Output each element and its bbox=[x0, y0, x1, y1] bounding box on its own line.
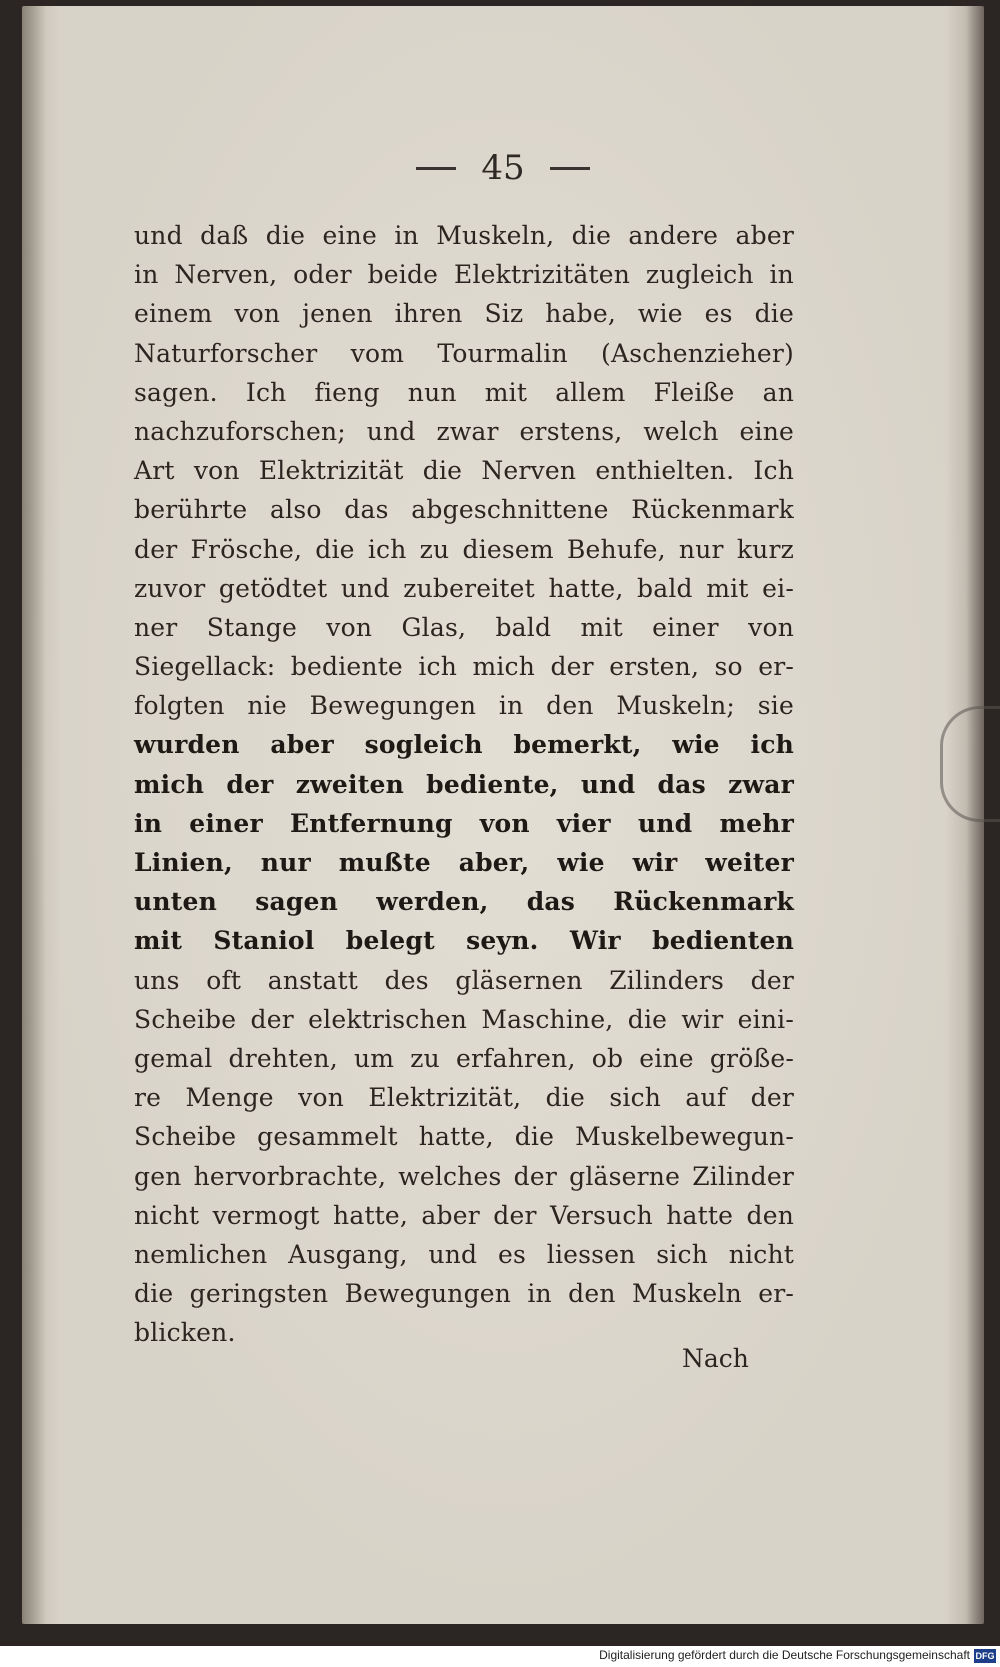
text-line: in Nerven, oder beide Elektrizitäten zugleich in bbox=[134, 260, 794, 290]
text-line: Art von Elektrizität die Nerven enthielten. Ich bbox=[134, 456, 794, 486]
book-page bbox=[22, 6, 984, 1624]
text-line: Scheibe gesammelt hatte, die Muskelbewegun- bbox=[134, 1122, 794, 1152]
text-line: zuvor getödtet und zubereitet hatte, bald mit ei- bbox=[134, 573, 794, 603]
text-line: gemal drehten, um zu erfahren, ob eine größe- bbox=[134, 1043, 794, 1073]
text-line: blicken. bbox=[134, 1318, 236, 1348]
text-line: Scheibe der elektrischen Maschine, die wir eini- bbox=[134, 1004, 794, 1034]
text-line: mich der zweiten bediente, und das zwar bbox=[134, 769, 794, 799]
text-line: der Frösche, die ich zu diesem Behufe, nur kurz bbox=[134, 534, 794, 564]
text-line: einem von jenen ihren Siz habe, wie es die bbox=[134, 299, 794, 329]
header-dash-right bbox=[550, 167, 590, 170]
footer-credit bbox=[0, 1646, 1000, 1667]
text-line: Linien, nur mußte aber, wie wir weiter bbox=[134, 848, 794, 877]
text-line: wurden aber sogleich bemerkt, wie ich bbox=[134, 730, 794, 760]
body-text bbox=[134, 216, 794, 1352]
text-line: gen hervorbrachte, welches der gläserne Zilinder bbox=[134, 1161, 794, 1191]
text-line: und daß die eine in Muskeln, die andere aber bbox=[134, 221, 794, 250]
text-line: nemlichen Ausgang, und es liessen sich nicht bbox=[134, 1239, 794, 1269]
text-line: re Menge von Elektrizität, die sich auf der bbox=[134, 1083, 794, 1113]
text-line: die geringsten Bewegungen in den Muskeln er- bbox=[134, 1279, 794, 1309]
page-header bbox=[22, 148, 984, 198]
catchword: Nach bbox=[682, 1344, 749, 1373]
paper-clip-mark bbox=[940, 706, 1000, 822]
text-line: ner Stange von Glas, bald mit einer von bbox=[134, 612, 794, 642]
text-line: nicht vermogt hatte, aber der Versuch hatte den bbox=[134, 1200, 794, 1230]
page-number: 45 bbox=[481, 148, 525, 188]
dfg-logo-icon: DFG bbox=[975, 1651, 995, 1661]
footer-text: Digitalisierung gefördert durch die Deutsche Forschungsgemeinschaft bbox=[599, 1648, 970, 1662]
text-line: in einer Entfernung von vier und mehr bbox=[134, 808, 794, 838]
text-line: uns oft anstatt des gläsernen Zilinders der bbox=[134, 965, 794, 995]
text-line: Naturforscher vom Tourmalin (Aschenzieher) bbox=[134, 338, 794, 368]
text-line: nachzuforschen; und zwar erstens, welch eine bbox=[134, 416, 794, 446]
text-line: sagen. Ich fieng nun mit allem Fleiße an bbox=[134, 377, 794, 407]
text-line: mit Staniol belegt seyn. Wir bedienten bbox=[134, 926, 794, 956]
text-line: unten sagen werden, das Rückenmark bbox=[134, 887, 794, 917]
text-line: berührte also das abgeschnittene Rückenmark bbox=[134, 495, 794, 525]
gutter-shadow bbox=[22, 6, 46, 1624]
text-line: Siegellack: bediente ich mich der ersten, so er- bbox=[134, 652, 794, 682]
text-line: folgten nie Bewegungen in den Muskeln; sie bbox=[134, 691, 794, 721]
header-dash-left bbox=[416, 167, 456, 170]
